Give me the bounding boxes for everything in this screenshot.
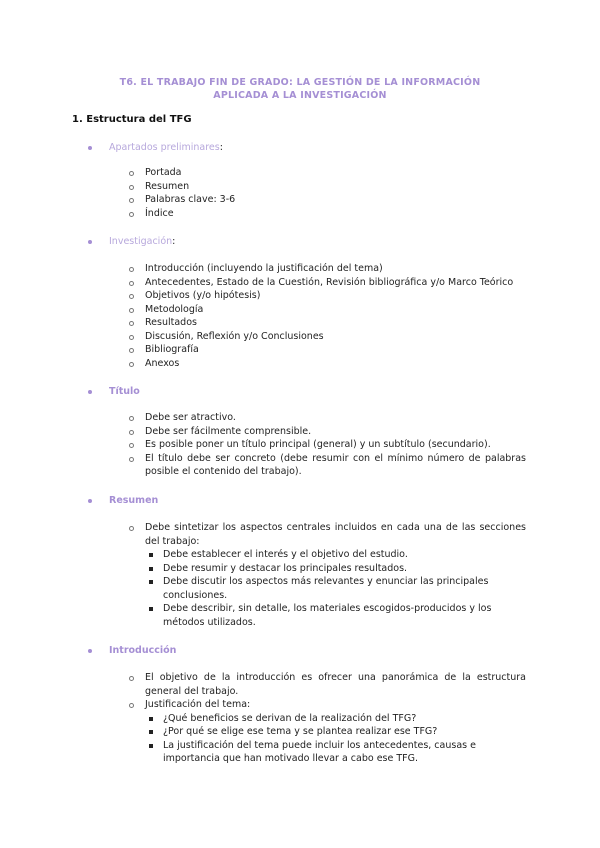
circle-bullet-icon: [129, 212, 134, 217]
list-item: Debe ser atractivo.: [126, 411, 526, 425]
section-label: Título: [109, 386, 140, 397]
sub-list-item: ¿Qué beneficios se derivan de la realización del TFG?: [126, 712, 526, 726]
section-heading: 1. Estructura del TFG: [72, 114, 192, 125]
sub-list-item: Debe establecer el interés y el objetivo del estudio.: [126, 548, 526, 562]
square-bullet-icon: [149, 553, 153, 557]
circle-bullet-icon: [129, 171, 134, 176]
square-bullet-icon: [149, 717, 153, 721]
document-title: T6. EL TRABAJO FIN DE GRADO: LA GESTIÓN DE LA INFORMACIÓN APLICADA A LA INVESTIGACIÓN: [119, 77, 481, 101]
circle-bullet-icon: [129, 267, 134, 272]
sub-list-item: ¿Por qué se elige ese tema y se plantea realizar ese TFG?: [126, 725, 526, 739]
list-item: Anexos: [126, 357, 526, 371]
circle-bullet-icon: [129, 348, 134, 353]
section-label: Investigación: [109, 236, 173, 247]
list-item: Metodología: [126, 303, 526, 317]
sub-list-item: Debe resumir y destacar los principales resultados.: [126, 562, 526, 576]
list-item: Palabras clave: 3-6: [126, 193, 526, 207]
circle-bullet-icon: [129, 335, 134, 340]
circle-bullet-icon: [129, 185, 134, 190]
list-item: Justificación del tema:: [126, 698, 526, 712]
list-item: Discusión, Reflexión y/o Conclusiones: [126, 330, 526, 344]
list-titulo: [126, 411, 526, 479]
square-bullet-icon: [149, 730, 153, 734]
bullet-icon: [88, 499, 92, 503]
circle-bullet-icon: [129, 703, 134, 708]
list-investigacion: [126, 262, 526, 370]
circle-bullet-icon: [129, 457, 134, 462]
section-label: Apartados preliminares: [109, 142, 220, 153]
circle-bullet-icon: [129, 362, 134, 367]
circle-bullet-icon: [129, 430, 134, 435]
section-label: Resumen: [109, 495, 159, 506]
bullet-icon: [88, 240, 92, 244]
list-item: Bibliografía: [126, 343, 526, 357]
circle-bullet-icon: [129, 416, 134, 421]
list-resumen: [126, 521, 526, 629]
circle-bullet-icon: [129, 443, 134, 448]
list-item: Portada: [126, 166, 526, 180]
bullet-icon: [88, 649, 92, 653]
circle-bullet-icon: [129, 198, 134, 203]
list-item: El título debe ser concreto (debe resumir con el mínimo número de palabras posible el contenido del trabajo).: [126, 452, 526, 479]
sub-list-item: Debe describir, sin detalle, los materiales escogidos-producidos y los métodos utilizados.: [126, 602, 526, 629]
square-bullet-icon: [149, 567, 153, 571]
list-item: Debe sintetizar los aspectos centrales incluidos en cada una de las secciones del trabajo:: [126, 521, 526, 548]
list-item: Antecedentes, Estado de la Cuestión, Revisión bibliográfica y/o Marco Teórico: [126, 276, 526, 290]
square-bullet-icon: [149, 744, 153, 748]
circle-bullet-icon: [129, 526, 134, 531]
sub-list-item: Debe discutir los aspectos más relevantes y enunciar las principales conclusiones.: [126, 575, 526, 602]
list-apartados: [126, 166, 526, 220]
sub-list-item: La justificación del tema puede incluir los antecedentes, causas e importancia que han motivado llevar a cabo ese TFG.: [126, 739, 526, 766]
document-page: T6. EL TRABAJO FIN DE GRADO: LA GESTIÓN DE LA INFORMACIÓN APLICADA A LA INVESTIGACIÓN 1. Estructura del TFG Apartados preliminares: Portada Resumen Palabras clave: 3-6 Índice Investigación: Introducción (incluyendo la justificación del tema) Antecedentes, Estado de la Cuestión, Revisión bibliográfica y/o Marco Teórico Objetivos (y/o hipótesis) Metodología Resultados Discusión, Reflexión y/o Conclusiones Bibliografía Anexos Título Debe ser atractivo. Debe ser fácilmente comprensible. Es posible poner un título principal (general) y un subtítulo (secundario). El título debe ser concreto (debe resumir con el mínimo número de palabras posible el contenido del trabajo). Resumen Debe sintetizar los aspectos centrales incluidos en cada una de las secciones del trabajo: Debe establecer el interés y el objetivo del estudio. Debe resumir y destacar los principales resultados. Debe discutir los aspectos más relevantes y enunciar las principales conclusiones. Debe describir, sin detalle, los materiales escogidos-producidos y los métodos utilizados. Introducción El objetivo de la introducción es ofrecer una panorámica de la estructura general del trabajo. Justificación del tema: ¿Qué beneficios se derivan de la realización del TFG? ¿Por qué se elige ese tema y se plantea realizar ese TFG? La justificación del tema puede incluir los antecedentes, causas e importancia que han motivado llevar a cabo ese TFG.: [72, 77, 526, 764]
list-item: Objetivos (y/o hipótesis): [126, 289, 526, 303]
list-item: Es posible poner un título principal (general) y un subtítulo (secundario).: [126, 438, 526, 452]
list-item: Debe ser fácilmente comprensible.: [126, 425, 526, 439]
circle-bullet-icon: [129, 281, 134, 286]
circle-bullet-icon: [129, 308, 134, 313]
square-bullet-icon: [149, 607, 153, 611]
list-introduccion: [126, 671, 526, 766]
circle-bullet-icon: [129, 294, 134, 299]
list-item: Resumen: [126, 180, 526, 194]
bullet-icon: [88, 146, 92, 150]
list-item: El objetivo de la introducción es ofrecer una panorámica de la estructura general del trabajo.: [126, 671, 526, 698]
bullet-icon: [88, 390, 92, 394]
list-item: Introducción (incluyendo la justificación del tema): [126, 262, 526, 276]
list-item: Resultados: [126, 316, 526, 330]
circle-bullet-icon: [129, 676, 134, 681]
square-bullet-icon: [149, 580, 153, 584]
section-label: Introducción: [109, 645, 177, 656]
circle-bullet-icon: [129, 321, 134, 326]
list-item: Índice: [126, 207, 526, 221]
